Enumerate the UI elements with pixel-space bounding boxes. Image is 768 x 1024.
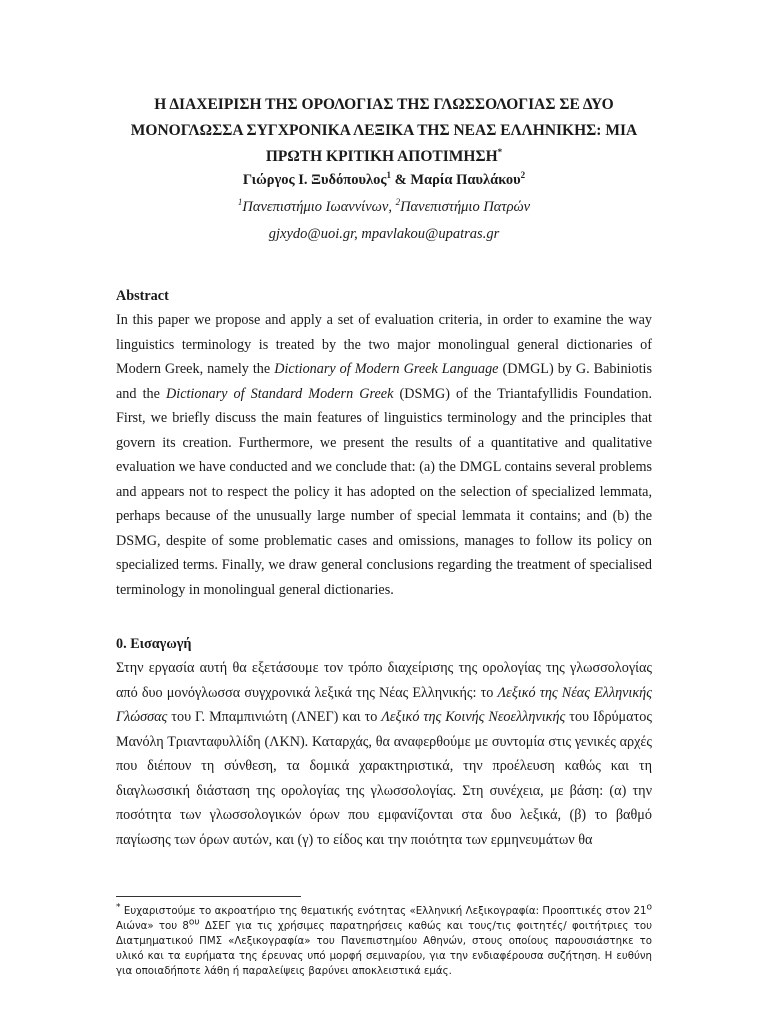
footnote-text-2: Αιώνα» του 8 bbox=[116, 921, 189, 932]
title-footnote-mark: * bbox=[497, 146, 503, 157]
author-line bbox=[110, 172, 658, 189]
footnote bbox=[116, 904, 652, 979]
intro-text-1: Στην εργασία αυτή θα εξετάσουμε τον τρόπο διαχείρισης της ορολογίας της γλωσσολογίας από δυο μονόγλωσσα συγχρονικά λεξικά της Νέας Ελληνικής: το bbox=[116, 660, 652, 701]
intro-lkn-title: Λεξικό της Κοινής Νεοελληνικής bbox=[381, 709, 566, 725]
title-line-3-text: ΠΡΩΤΗ ΚΡΙΤΙΚΗ ΑΠΟΤΙΜΗΣΗ bbox=[265, 148, 498, 165]
affil-2-sup: 2 bbox=[395, 197, 401, 208]
author-1: Γιώργος Ι. Ξυδόπουλος bbox=[242, 172, 387, 188]
author-emails: gjxydo@uoi.gr, mpavlakou@upatras.gr bbox=[268, 226, 500, 242]
affil-1-sup: 1 bbox=[237, 197, 243, 208]
intro-body bbox=[116, 656, 652, 852]
abstract-dmgl-title: Dictionary of Modern Greek Language bbox=[274, 361, 499, 377]
title-line-1: Η ΔΙΑΧΕΙΡΙΣΗ ΤΗΣ ΟΡΟΛΟΓΙΑΣ ΤΗΣ ΓΛΩΣΣΟΛΟΓΙΑΣ ΣΕ ΔΥΟ bbox=[154, 96, 614, 113]
footnote-text-1: Ευχαριστούμε το ακροατήριο της θεματικής ενότητας «Ελληνική Λεξικογραφία: Προοπτικές στον 21 bbox=[120, 906, 647, 917]
abstract-dsmg-title: Dictionary of Standard Modern Greek bbox=[166, 385, 394, 402]
affiliations bbox=[110, 199, 658, 216]
footnote-sup-1: ο bbox=[646, 902, 652, 913]
affil-2: Πανεπιστήμιο Πατρών bbox=[400, 199, 531, 215]
title-line-3 bbox=[110, 144, 658, 170]
abstract-body bbox=[116, 308, 652, 602]
title-line-2: ΜΟΝΟΓΛΩΣΣΑ ΣΥΓΧΡΟΝΙΚΑ ΛΕΞΙΚΑ ΤΗΣ ΝΕΑΣ ΕΛΛΗΝΙΚΗΣ: ΜΙΑ bbox=[130, 122, 638, 139]
author-1-sup: 1 bbox=[386, 170, 391, 181]
footnote-text-3: ΔΣΕΓ για τις χρήσιμες παρατηρήσεις καθώς και τους/τις φοιτητές/ φοιτήτριες του Διατμηματικού ΠΜΣ «Λεξικογραφία» του Πανεπιστημίου Αθηνών, στους οποίους παρουσιάστηκε το υλικό και τα ευρήματα της έρευνας υπό μορφή σεμιναρίου, για την ενδιαφέρουσα συζήτηση. Η ευθύνη για οποιαδήποτε λάθη ή παραλείψεις βαρύνει αποκλειστικά εμάς. bbox=[116, 921, 652, 977]
intro-heading: 0. Εισαγωγή bbox=[116, 636, 192, 652]
paper-title bbox=[110, 92, 658, 170]
intro-text-2: του Γ. Μπαμπινιώτη (ΛΝΕΓ) και το bbox=[167, 709, 382, 725]
intro-lneg-title: Λεξικό της Νέας Ελληνικής Γλώσσας bbox=[116, 684, 652, 725]
footnote-divider bbox=[116, 896, 301, 897]
affil-1: Πανεπιστήμιο Ιωαννίνων, bbox=[242, 199, 396, 215]
author-2: Μαρία Παυλάκου bbox=[410, 172, 521, 188]
abstract-text-1: In this paper we propose and apply a set of evaluation criteria, in order to examine the way linguistics terminology is treated by the two major monolingual general dictionaries of Modern Greek, namely the bbox=[116, 312, 652, 377]
author-separator: & bbox=[390, 172, 411, 188]
intro-text-3: του Ιδρύματος Μανόλη Τριανταφυλλίδη (ΛΚΝ). Καταρχάς, θα αναφερθούμε με συντομία στις γενικές αρχές που διέπουν τη σύνθεση, τα δομικά χαρακτηριστικά, την προέλευση καθώς και τη διαγλωσσική διάσταση της ορολογίας της γλωσσολογίας. Στη συνέχεια, με βάση: (α) την ποσότητα των γλωσσολογικών όρων που εμφανίζονται στα δυο λεξικά, (β) το βαθμό παγίωσης των όρων αυτών, και (γ) το είδος και την ποιότητα των ερμηνευμάτων θα bbox=[116, 709, 652, 848]
footnote-sup-2: ου bbox=[188, 917, 200, 928]
author-2-sup: 2 bbox=[520, 170, 526, 181]
abstract-text-3: (DSMG) of the Triantafyllidis Foundation. First, we briefly discuss the main features of linguistics terminology and the principles that govern its creation. Furthermore, we present the results of a quantitative and qualitative evaluation we have conducted and we conclude that: (a) the DMGL contains several problems and appears not to respect the policy it has adopted on the selection of specialized lemmata, perhaps because of the unusually large number of special lemmata it contains; and (b) the DSMG, despite of some problematic cases and omissions, manages to follow its policy on specialized terms. Finally, we draw general conclusions regarding the treatment of specialised terminology in monolingual general dictionaries. bbox=[116, 385, 652, 598]
footnote-mark: * bbox=[116, 902, 121, 913]
abstract-text-2: (DMGL) by G. Babiniotis and the bbox=[116, 361, 652, 402]
abstract-heading: Abstract bbox=[116, 288, 169, 304]
